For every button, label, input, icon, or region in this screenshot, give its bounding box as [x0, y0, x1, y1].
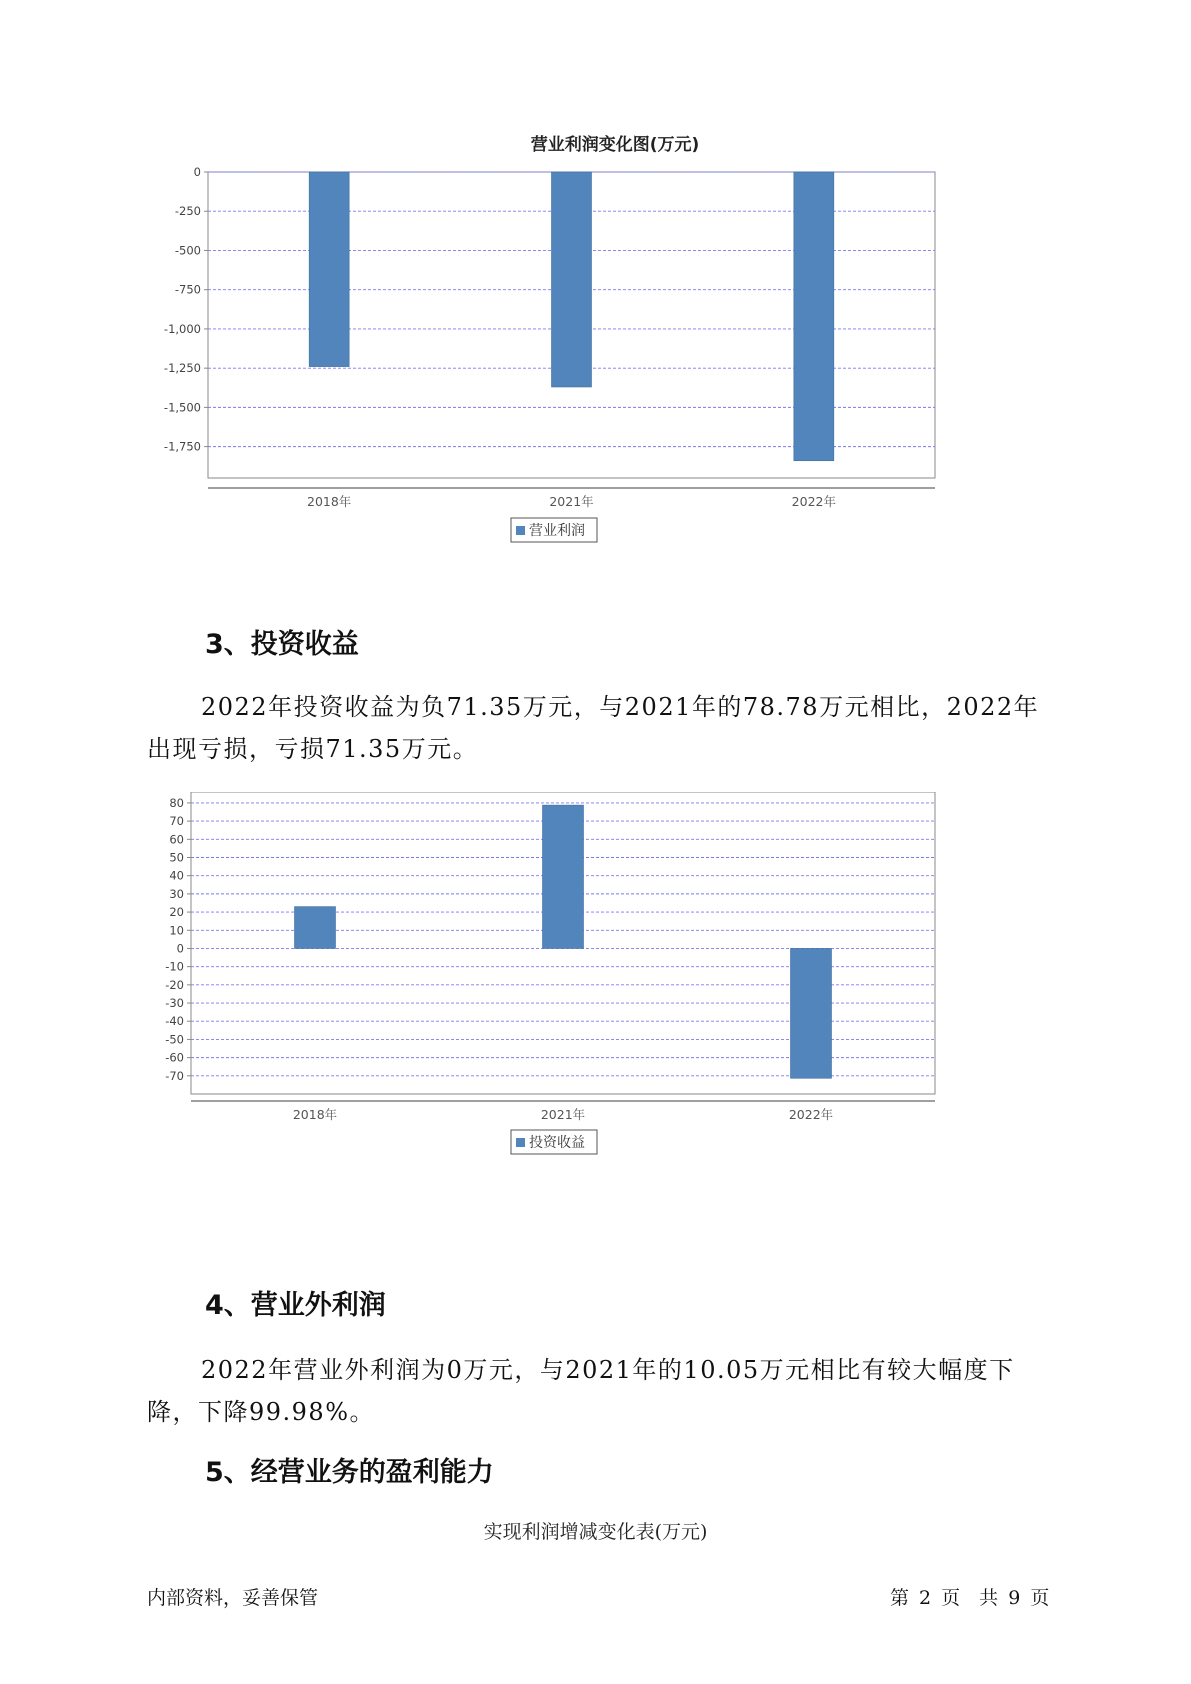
- legend-label: 营业利润: [529, 523, 585, 539]
- footer-page-number: 第 2 页 共 9 页: [890, 1587, 1050, 1609]
- investment-income-chart-svg: [150, 792, 1050, 1252]
- bar: [552, 172, 592, 387]
- y-tick-label: -750: [174, 282, 201, 297]
- y-tick-label: 70: [169, 814, 184, 829]
- y-tick-label: -50: [165, 1032, 184, 1047]
- legend-swatch: [516, 526, 525, 535]
- table-caption: 实现利润增减变化表(万元): [483, 1521, 708, 1543]
- section-heading-investment-income: 3、投资收益: [205, 629, 359, 660]
- y-tick-label: 50: [169, 850, 184, 865]
- operating-profit-chart: [150, 130, 1050, 555]
- y-tick-label: 30: [169, 886, 184, 901]
- y-tick-label: -60: [165, 1050, 184, 1065]
- y-tick-label: -500: [174, 243, 201, 258]
- legend-swatch: [516, 1138, 525, 1147]
- y-tick-label: -40: [165, 1014, 184, 1029]
- paragraph-non-operating-profit: 2022年营业外利润为0万元，与2021年的10.05万元相比有较大幅度下降，下降99.98%。: [147, 1356, 1015, 1426]
- y-tick-label: 20: [169, 905, 184, 920]
- y-tick-label: 0: [193, 165, 201, 179]
- y-tick-label: -20: [165, 977, 184, 992]
- x-tick-label: 2018年: [292, 1107, 338, 1122]
- y-tick-label: 60: [169, 832, 184, 847]
- x-tick-label: 2021年: [549, 494, 594, 509]
- y-tick-label: 40: [169, 868, 184, 883]
- x-tick-label: 2022年: [788, 1107, 834, 1122]
- investment-income-chart: [150, 792, 1050, 1252]
- footer-confidential-note: 内部资料，妥善保管: [147, 1587, 319, 1609]
- paragraph-investment-income: 2022年投资收益为负71.35万元，与2021年的78.78万元相比，2022年出现亏损，亏损71.35万元。: [147, 693, 1040, 763]
- section-heading-profitability: 5、经营业务的盈利能力: [205, 1457, 494, 1488]
- section-heading-non-operating-profit: 4、营业外利润: [205, 1290, 386, 1321]
- y-tick-label: 0: [176, 941, 184, 956]
- y-tick-label: -30: [165, 996, 184, 1011]
- chart-title: 营业利润变化图(万元): [530, 135, 700, 155]
- y-tick-label: 80: [169, 795, 184, 810]
- x-tick-label: 2021年: [540, 1107, 586, 1122]
- bar: [543, 805, 584, 948]
- legend-label: 投资收益: [529, 1135, 585, 1151]
- x-tick-label: 2022年: [791, 494, 836, 509]
- y-tick-label: 10: [169, 923, 184, 938]
- y-tick-label: -1,500: [163, 400, 201, 415]
- x-tick-label: 2018年: [307, 494, 352, 509]
- bar: [309, 172, 349, 367]
- y-tick-label: -1,250: [163, 361, 201, 376]
- y-tick-label: -250: [174, 204, 201, 219]
- operating-profit-chart-svg: [150, 130, 1050, 555]
- bar: [791, 948, 832, 1078]
- y-tick-label: -1,000: [163, 321, 201, 336]
- y-tick-label: -1,750: [163, 439, 201, 454]
- bar: [295, 907, 336, 949]
- y-tick-label: -10: [165, 959, 184, 974]
- y-tick-label: -70: [165, 1068, 184, 1083]
- bar: [794, 172, 834, 461]
